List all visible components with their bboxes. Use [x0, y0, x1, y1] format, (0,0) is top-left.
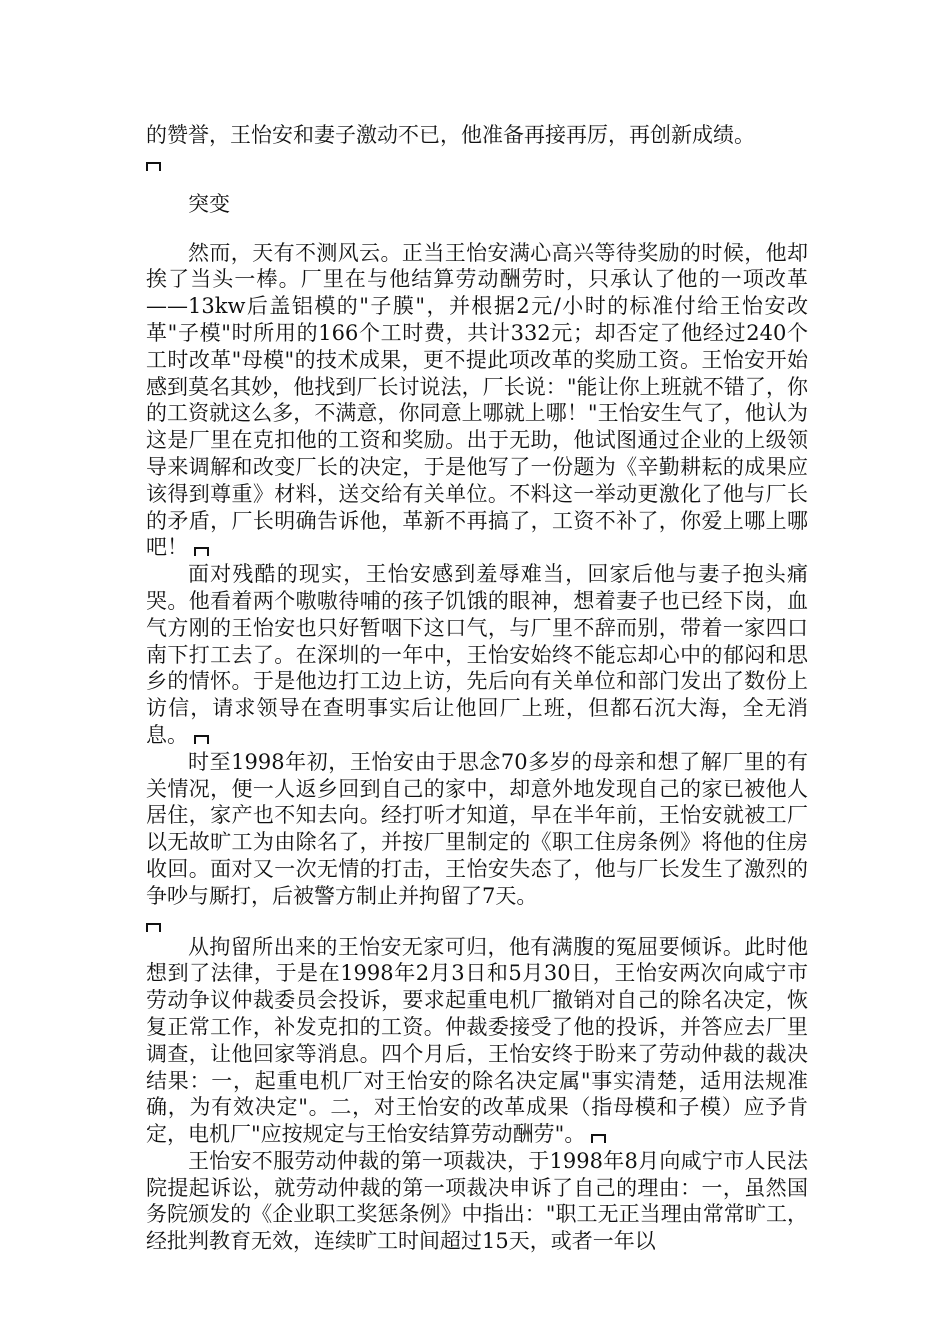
paragraph-2	[146, 561, 808, 749]
paragraph-mark-icon	[146, 162, 161, 171]
paragraph-1-text: 然而，天有不测风云。正当王怡安满心高兴等待奖励的时候，他却挨了当头一棒。厂里在与他结算劳动酬劳时，只承认了他的一项改革——13kw后盖铝模的"子膜"，并根据2元/小时的标准付给王怡安改革"子模"时所用的166个工时费，共计332元；却否定了他经过240个工时改革"母模"的技术成果，更不提此项改革的奖励工资。王怡安开始感到莫名其妙，他找到厂长讨说法，厂长说："能让你上班就不错了，你的工资就这么多，不满意，你同意上哪就上哪！"王怡安生气了，他认为这是厂里在克扣他的工资和奖励。出于无助，他试图通过企业的上级领导来调解和改变厂长的决定，于是他写了一份题为《辛勤耕耘的成果应该得到尊重》材料，送交给有关单位。不料这一举动更激化了他与厂长的矛盾，厂长明确告诉他，革新不再搞了，工资不补了，你爱上哪上哪吧！	[146, 240, 808, 560]
paragraph-2-text: 面对残酷的现实，王怡安感到羞辱难当，回家后他与妻子抱头痛哭。他看着两个嗷嗷待哺的孩子饥饿的眼神，想着妻子也已经下岗，血气方刚的王怡安也只好暂咽下这口气，与厂里不辞而别，带着一家四口南下打工去了。在深圳的一年中，王怡安始终不能忘却心中的郁闷和思乡的情怀。于是他边打工边上访，先后向有关单位和部门发出了数份上访信，请求领导在查明事实后让他回厂上班，但都石沉大海，全无消息。	[146, 562, 808, 747]
paragraph-1	[146, 240, 808, 562]
paragraph-4-text: 从拘留所出来的王怡安无家可归，他有满腹的冤屈要倾诉。此时他想到了法律，于是在1998年2月3日和5月30日，王怡安两次向咸宁市劳动争议仲裁委员会投诉，要求起重电机厂撤销对自己的除名决定，恢复正常工作，补发克扣的工资。仲裁委接受了他的投诉，并答应去厂里调查，让他回家等消息。四个月后，王怡安终于盼来了劳动仲裁的裁决结果：一，起重电机厂对王怡安的除名决定属"事实清楚，适用法规准确，为有效决定"。二，对王怡安的改革成果（指母模和子模）应予肯定，电机厂"应按规定与王怡安结算劳动酬劳"。	[146, 934, 808, 1147]
paragraph-mark-row	[146, 910, 808, 930]
paragraph-5-text: 王怡安不服劳动仲裁的第一项裁决，于1998年8月向咸宁市人民法院提起诉讼，就劳动仲裁的第一项裁决申诉了自己的理由：一，虽然国务院颁发的《企业职工奖惩条例》中指出："职工无正当理由常常旷工，经批判教育无效，连续旷工时间超过15天，或者一年以	[146, 1148, 808, 1254]
document-body	[146, 122, 808, 1255]
section-heading: 突变	[188, 191, 230, 216]
paragraph-4	[146, 934, 808, 1148]
paragraph-mark-icon	[194, 735, 209, 744]
paragraph-mark-icon	[591, 1134, 606, 1143]
opening-line-text: 的赞誉，王怡安和妻子激动不已，他准备再接再厉，再创新成绩。	[146, 123, 755, 147]
opening-line	[146, 122, 808, 149]
paragraph-3-text: 时至1998年初，王怡安由于思念70多岁的母亲和想了解厂里的有关情况，便一人返乡回到自己的家中，却意外地发现自己的家已被他人居住，家产也不知去向。经打听才知道，早在半年前，王怡安就被工厂以无故旷工为由除名了，并按厂里制定的《职工住房条例》将他的住房收回。面对又一次无情的打击，王怡安失态了，他与厂长发生了激烈的争吵与厮打，后被警方制止并拘留了7天。	[146, 749, 808, 908]
paragraph-mark-row	[146, 149, 808, 169]
paragraph-3	[146, 749, 808, 910]
paragraph-5	[146, 1148, 808, 1255]
paragraph-mark-icon	[146, 923, 161, 932]
paragraph-mark-icon	[194, 547, 209, 556]
